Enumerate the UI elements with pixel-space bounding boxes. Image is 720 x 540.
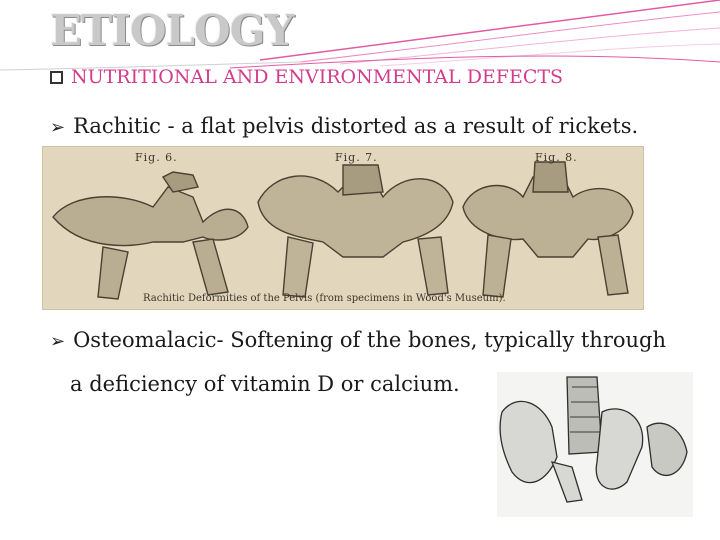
bullet-rachitic (50, 114, 638, 138)
slide-title: ETIOLOGY (50, 6, 294, 55)
bullet-osteomalacic (50, 328, 666, 352)
osteomalacic-pelvis-image (497, 372, 693, 517)
osteomalacic-pelvis-drawing (497, 372, 693, 517)
bullet-continuation: a deficiency of vitamin D or calcium. (70, 372, 460, 396)
illustration-caption: Rachitic Deformities of the Pelvis (from specimens in Wood's Museum). (143, 293, 506, 304)
arrow-bullet-icon: ➢ (50, 117, 66, 138)
arrow-bullet-icon: ➢ (50, 331, 66, 352)
figure-label: Fig. 8. (535, 151, 578, 164)
figure-label: Fig. 7. (335, 151, 378, 164)
rachitic-pelvis-illustration (42, 146, 644, 310)
figure-label: Fig. 6. (135, 151, 178, 164)
checkbox-bullet-icon (50, 71, 63, 84)
bullet-text: Osteomalacic- Softening of the bones, typically through (73, 328, 667, 352)
pelvis-drawings (43, 147, 643, 309)
subheading (50, 66, 563, 88)
subheading-text: NUTRITIONAL AND ENVIRONMENTAL DEFECTS (71, 66, 564, 88)
bullet-text: Rachitic - a flat pelvis distorted as a result of rickets. (73, 114, 639, 138)
